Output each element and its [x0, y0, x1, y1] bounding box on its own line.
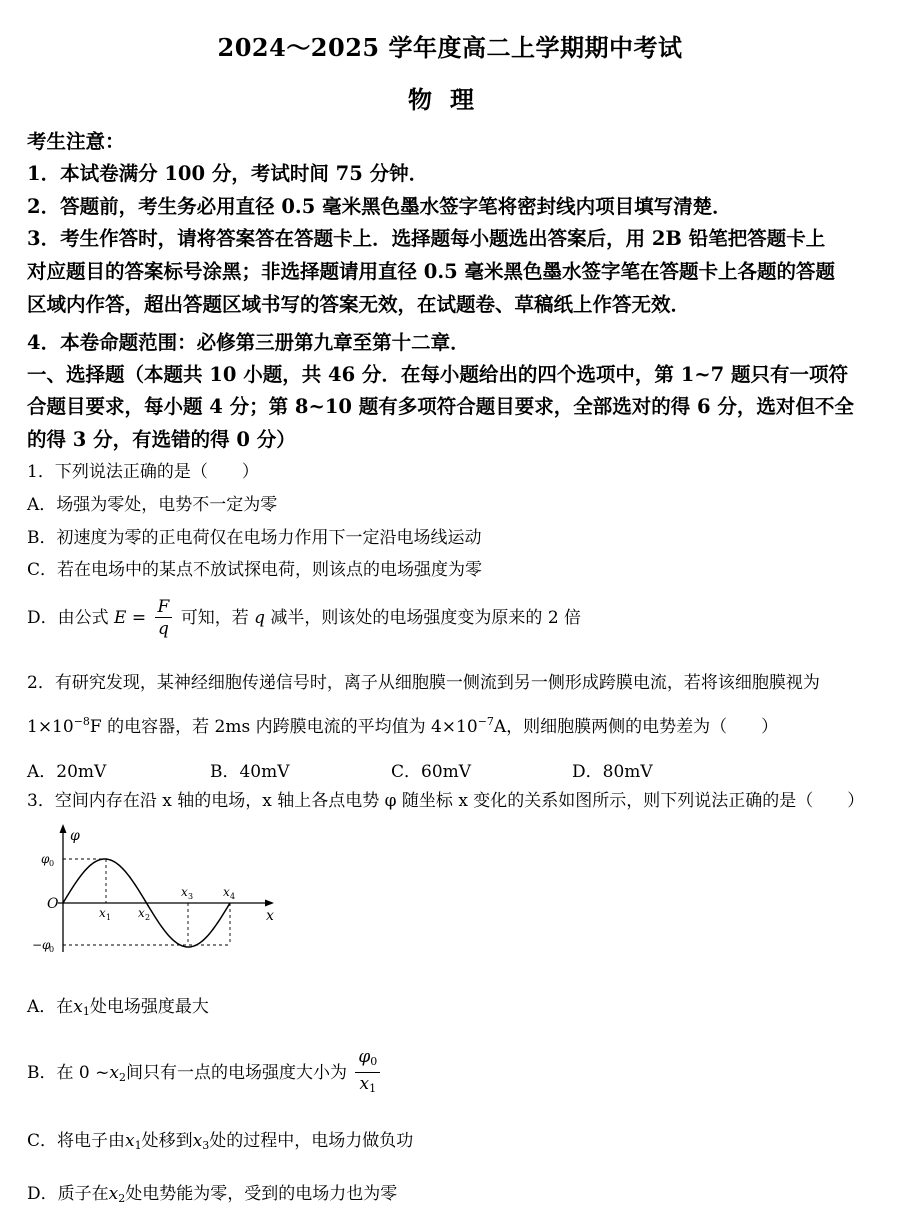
q1-d-numerator: F [155, 597, 173, 618]
phi0-label: φ [41, 852, 50, 866]
section1-line2: 合题目要求，每小题 4 分；第 8~10 题有多项符合题目要求，全部选对的得 6 分，选对但不全 [27, 395, 854, 418]
q3-c-x3: x [192, 1131, 203, 1151]
phi-axis-arrow [60, 824, 67, 833]
origin-label: O [47, 896, 59, 912]
q3-b-prefix: B．在 0 ~ [27, 1063, 110, 1083]
neg-phi0-label: −φ [32, 938, 51, 952]
q3-b-numerator [355, 1047, 380, 1073]
q3-b-den-x: x [359, 1074, 370, 1094]
q1-option-a: A．场强为零处，电势不一定为零 [27, 495, 278, 515]
subject-title: 物理 [408, 85, 492, 114]
notice-heading: 考生注意： [27, 130, 125, 153]
q1-d-mid: 可知，若 [180, 608, 249, 628]
q2-option-d: D．80mV [572, 762, 653, 782]
q3-option-d [27, 1179, 397, 1205]
q3-stem: 3．空间内存在沿 x 轴的电场，x 轴上各点电势 φ 随坐标 x 变化的关系如图所示，则下列说法正确的是（ ） [27, 791, 865, 811]
q1-d-equals: = [126, 608, 152, 628]
q3-b-fraction [355, 1047, 380, 1100]
notice-item-4: 4．本卷命题范围：必修第三册第九章至第十二章． [27, 331, 470, 354]
notice-item-3-line2: 对应题目的答案标号涂黑；非选择题请用直径 0.5 毫米黑色墨水签字笔在答题卡上各题的答题 [27, 260, 836, 283]
notice-item-3-line3: 区域内作答，超出答题区域书写的答案无效，在试题卷、草稿纸上作答无效． [27, 293, 691, 316]
notice-item-2: 2．答题前，考生务必用直径 0.5 毫米黑色墨水签字笔将密封线内项目填写清楚． [27, 195, 732, 218]
q1-d-denominator: q [157, 619, 169, 639]
q1-option-d [27, 597, 581, 640]
q3-d-x: x [108, 1184, 119, 1204]
q2-line2-end: A，则细胞膜两侧的电势差为（ ） [493, 717, 779, 737]
exam-title: 2024～2025 学年度高二上学期期中考试 [217, 33, 683, 62]
q3-option-c [27, 1126, 413, 1152]
x-axis-arrow [265, 900, 274, 907]
q1-d-fraction [155, 597, 173, 640]
phi0-label-sub: 0 [49, 859, 55, 868]
q3-a-x-sub: 1 [82, 1005, 90, 1018]
q1-option-c: C．若在电场中的某点不放试探电荷，则该点的电场强度为零 [27, 560, 483, 580]
q1-option-b: B．初速度为零的正电荷仅在电场力作用下一定沿电场线运动 [27, 528, 482, 548]
q3-d-suffix: 处电势能为零，受到的电场力也为零 [125, 1184, 398, 1204]
q2-option-c: C．60mV [391, 762, 472, 782]
x2-label: x [138, 906, 145, 920]
q3-c-x1: x [125, 1131, 135, 1151]
q1-d-e-symbol: E [114, 608, 127, 628]
q3-d-prefix: D．质子在 [27, 1184, 109, 1204]
x4-label: x [223, 885, 230, 899]
q3-b-num-sub: 0 [370, 1055, 378, 1068]
q3-b-suffix: 间只有一点的电场强度大小为 [125, 1063, 347, 1083]
potential-graph [30, 822, 280, 957]
q2-option-a: A．20mV [27, 762, 107, 782]
q2-line2-mid: F 的电容器，若 2ms 内跨膜电流的平均值为 4×10 [89, 717, 478, 737]
q3-b-num-phi: φ [358, 1047, 371, 1067]
x2-label-sub: 2 [145, 913, 151, 922]
q2-line2 [27, 712, 778, 737]
q3-c-suffix: 处的过程中，电场力做负功 [209, 1131, 414, 1151]
q3-b-x: x [109, 1063, 119, 1083]
q1-d-suffix: 减半，则该处的电场强度变为原来的 2 倍 [270, 608, 582, 628]
notice-item-1: 1．本试卷满分 100 分，考试时间 75 分钟． [27, 162, 429, 185]
phi-axis-label: φ [70, 828, 80, 844]
q3-d-x-sub: 2 [118, 1192, 126, 1205]
x3-label-sub: 3 [188, 892, 194, 901]
q1-stem: 1．下列说法正确的是（ ） [27, 462, 259, 482]
q3-option-a [27, 992, 209, 1018]
q2-current-exp: −7 [477, 715, 494, 728]
q3-c-x3-sub: 3 [202, 1139, 210, 1152]
q3-a-x: x [73, 997, 83, 1017]
q3-c-x1-sub: 1 [134, 1139, 142, 1152]
section1-line1: 一、选择题（本题共 10 小题，共 46 分．在每小题给出的四个选项中，第 1~7 题只有一项符 [27, 363, 848, 386]
q2-option-b: B．40mV [210, 762, 290, 782]
q3-c-prefix: C．将电子由 [27, 1131, 126, 1151]
x1-label: x [99, 906, 106, 920]
neg-phi0-label-sub: 0 [49, 945, 55, 954]
q3-a-prefix: A．在 [27, 997, 74, 1017]
section1-line3: 的得 3 分，有选错的得 0 分） [27, 428, 296, 451]
q2-capacitance-exp: −8 [73, 715, 90, 728]
x-axis-label: x [266, 908, 274, 924]
q2-stem: 2．有研究发现，某神经细胞传递信号时，离子从细胞膜一侧流到另一侧形成跨膜电流，若将该细胞膜视为 [27, 673, 820, 693]
q2-capacitance-base: 1×10 [27, 717, 74, 737]
x1-label-sub: 1 [106, 913, 112, 922]
x4-label-sub: 4 [230, 892, 236, 901]
q3-a-suffix: 处电场强度最大 [89, 997, 209, 1017]
q3-b-denominator [355, 1073, 380, 1100]
q1-d-q-symbol: q [254, 608, 266, 628]
x3-label: x [181, 885, 188, 899]
q3-b-x-sub: 2 [118, 1071, 126, 1084]
q3-b-den-sub: 1 [369, 1082, 377, 1095]
q3-c-mid: 处移到 [141, 1131, 193, 1151]
q3-option-b [27, 1047, 383, 1100]
notice-item-3-line1: 3．考生作答时，请将答案答在答题卡上．选择题每小题选出答案后，用 2B 铅笔把答题卡上 [27, 227, 826, 250]
q1-d-prefix: D．由公式 [27, 608, 109, 628]
